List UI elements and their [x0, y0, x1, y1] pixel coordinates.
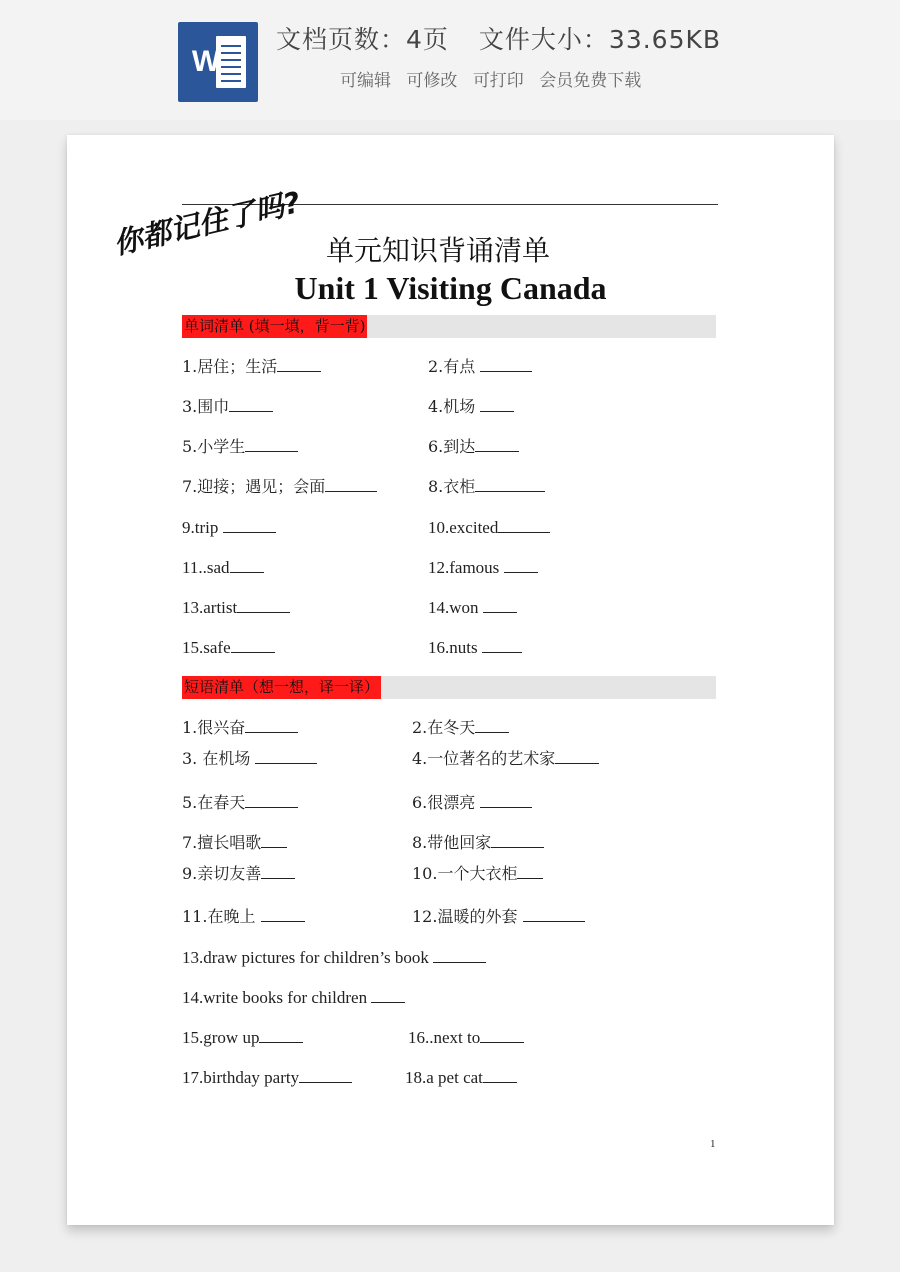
phrase-item: 18.a pet cat	[405, 1068, 517, 1088]
phrase-item: 3. 在机场	[182, 749, 317, 769]
phrase-item: 6.很漂亮	[412, 793, 532, 813]
document-page	[67, 135, 834, 1225]
vocab-item: 15.safe	[182, 638, 275, 658]
phrase-item: 4.一位著名的艺术家	[412, 749, 599, 769]
phrase-item: 8.带他回家	[412, 833, 544, 853]
vocab-item: 12.famous	[428, 558, 538, 578]
vocab-item: 16.nuts	[428, 638, 522, 658]
vocab-item: 8.衣柜	[428, 477, 545, 497]
vocab-item: 9.trip	[182, 518, 276, 538]
phrase-item: 13.draw pictures for children’s book	[182, 948, 486, 968]
phrase-item: 2.在冬天	[412, 718, 509, 738]
phrase-item: 5.在春天	[182, 793, 298, 813]
feature-member-download: 会员免费下载	[539, 71, 642, 91]
phrase-item: 7.擅长唱歌	[182, 833, 287, 853]
feature-editable: 可编辑	[340, 71, 391, 91]
feature-printable: 可打印	[472, 71, 524, 91]
vocab-item: 7.迎接；遇见；会面	[182, 477, 377, 497]
file-size-label: 文件大小：33.65KB	[478, 25, 722, 54]
phrase-item: 16..next to	[408, 1028, 524, 1048]
vocab-item: 4.机场	[428, 397, 514, 417]
slogan-text: 你都记住了吗?	[110, 184, 304, 262]
page-title-chinese: 单元知识背诵清单	[326, 234, 551, 267]
feature-modifiable: 可修改	[406, 71, 458, 91]
word-logo-letter: W	[191, 45, 221, 78]
document-meta	[276, 20, 721, 56]
vocab-item: 5.小学生	[182, 437, 298, 457]
feature-list	[340, 66, 651, 91]
page-title-english	[67, 270, 834, 307]
vocab-item: 6.到达	[428, 437, 519, 457]
page-number: 1	[710, 1138, 716, 1150]
phrase-item: 14.write books for children	[182, 988, 405, 1008]
phrase-section-label: 短语清单（想一想，译一译）	[182, 676, 381, 699]
unit-title: Unit 1 Visiting Canada	[294, 270, 607, 306]
vocab-item: 2.有点	[428, 357, 532, 377]
phrase-item: 1.很兴奋	[182, 718, 298, 738]
vocab-item: 10.excited	[428, 518, 550, 538]
vocab-item: 11..sad	[182, 558, 264, 578]
word-document-icon	[178, 22, 258, 102]
download-banner	[0, 0, 900, 120]
phrase-item: 15.grow up	[182, 1028, 303, 1048]
page-count-label: 文档页数：4页	[276, 25, 449, 54]
vocab-item: 14.won	[428, 598, 517, 618]
phrase-item: 17.birthday party	[182, 1068, 352, 1088]
phrase-section-header	[182, 676, 716, 699]
phrase-item: 12.温暖的外套	[412, 907, 585, 927]
vocab-item: 3.围巾	[182, 397, 273, 417]
phrase-item: 10.一个大衣柜	[412, 864, 543, 884]
vocab-item: 13.artist	[182, 598, 290, 618]
vocabulary-section-label: 单词清单 (填一填，背一背)	[182, 315, 367, 338]
vocab-item: 1.居住；生活	[182, 357, 321, 377]
vocabulary-section-header	[182, 315, 716, 338]
phrase-item: 9.亲切友善	[182, 864, 295, 884]
phrase-item: 11.在晚上	[182, 907, 305, 927]
